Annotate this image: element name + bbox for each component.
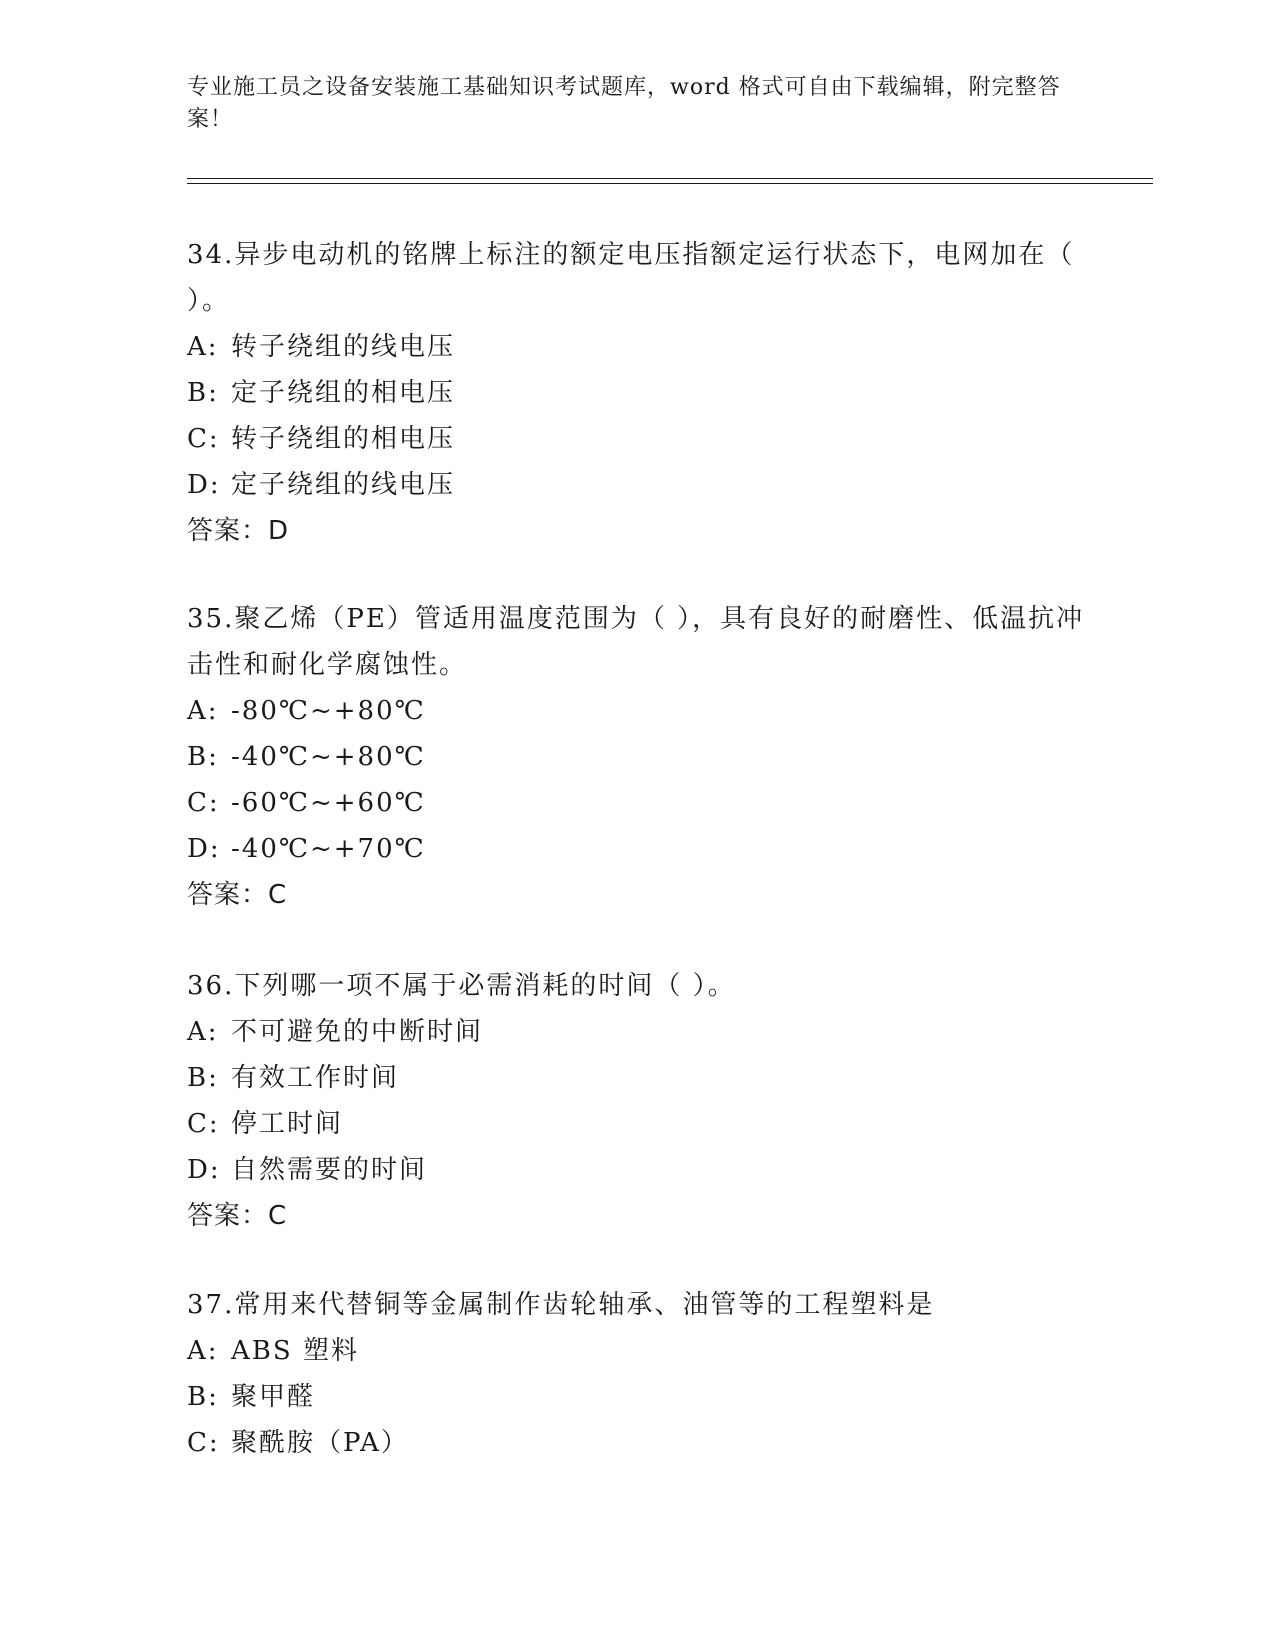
option-letter: C: [187, 424, 220, 454]
option-text: 转子绕组的相电压 [231, 424, 456, 454]
question-stem: 36.下列哪一项不属于必需消耗的时间（ ）。 [187, 971, 736, 1001]
option-letter: C: [187, 788, 220, 818]
option-text: 有效工作时间 [231, 1063, 400, 1093]
option-text: ABS 塑料 [231, 1336, 359, 1366]
option-letter: D: [187, 834, 221, 864]
option-letter: C: [187, 1109, 220, 1139]
answer-line: 答案：D [187, 516, 290, 546]
option-letter: D: [187, 470, 221, 500]
option-text: 定子绕组的相电压 [231, 378, 456, 408]
option-a [187, 688, 1087, 734]
question-35 [187, 596, 1087, 918]
option-letter: A: [187, 332, 219, 362]
option-letter: B: [187, 742, 219, 772]
question-36 [187, 963, 1087, 1239]
option-text: 转子绕组的线电压 [231, 332, 456, 362]
option-b [187, 734, 1087, 780]
option-text: -40℃~+70℃ [231, 834, 426, 864]
answer-line: 答案：C [187, 1201, 288, 1231]
question-37 [187, 1282, 1087, 1466]
question-34 [187, 232, 1087, 554]
option-text: -60℃~+60℃ [231, 788, 426, 818]
option-letter: A: [187, 696, 219, 726]
option-c [187, 1420, 1087, 1466]
option-text: -40℃~+80℃ [231, 742, 426, 772]
option-a [187, 324, 1087, 370]
option-d [187, 826, 1087, 872]
document-header: 专业施工员之设备安装施工基础知识考试题库，word 格式可自由下载编辑，附完整答案！ [187, 75, 1061, 132]
option-text: 停工时间 [231, 1109, 344, 1139]
option-d [187, 462, 1087, 508]
option-letter: A: [187, 1336, 219, 1366]
option-text: 聚甲醛 [231, 1382, 316, 1412]
option-letter: B: [187, 1382, 219, 1412]
option-text: 不可避免的中断时间 [231, 1017, 484, 1047]
option-text: -80℃~+80℃ [231, 696, 426, 726]
option-c [187, 1101, 1087, 1147]
option-b [187, 1374, 1087, 1420]
option-c [187, 780, 1087, 826]
header-divider-top [187, 178, 1153, 179]
option-text: 聚酰胺（PA） [231, 1428, 409, 1458]
option-letter: D: [187, 1155, 221, 1185]
option-letter: B: [187, 378, 219, 408]
option-a [187, 1009, 1087, 1055]
question-stem: 37.常用来代替铜等金属制作齿轮轴承、油管等的工程塑料是 [187, 1290, 935, 1320]
answer-line: 答案：C [187, 880, 288, 910]
option-b [187, 1055, 1087, 1101]
option-b [187, 370, 1087, 416]
header-divider-bottom [187, 183, 1153, 184]
option-a [187, 1328, 1087, 1374]
question-stem: 34.异步电动机的铭牌上标注的额定电压指额定运行状态下，电网加在（ ）。 [187, 240, 1075, 316]
option-c [187, 416, 1087, 462]
option-d [187, 1147, 1087, 1193]
option-letter: B: [187, 1063, 219, 1093]
option-letter: A: [187, 1017, 219, 1047]
question-stem: 35.聚乙烯（PE）管适用温度范围为（ ），具有良好的耐磨性、低温抗冲击性和耐化学腐蚀性。 [187, 604, 1085, 680]
option-text: 自然需要的时间 [231, 1155, 428, 1185]
option-text: 定子绕组的线电压 [231, 470, 456, 500]
option-letter: C: [187, 1428, 220, 1458]
